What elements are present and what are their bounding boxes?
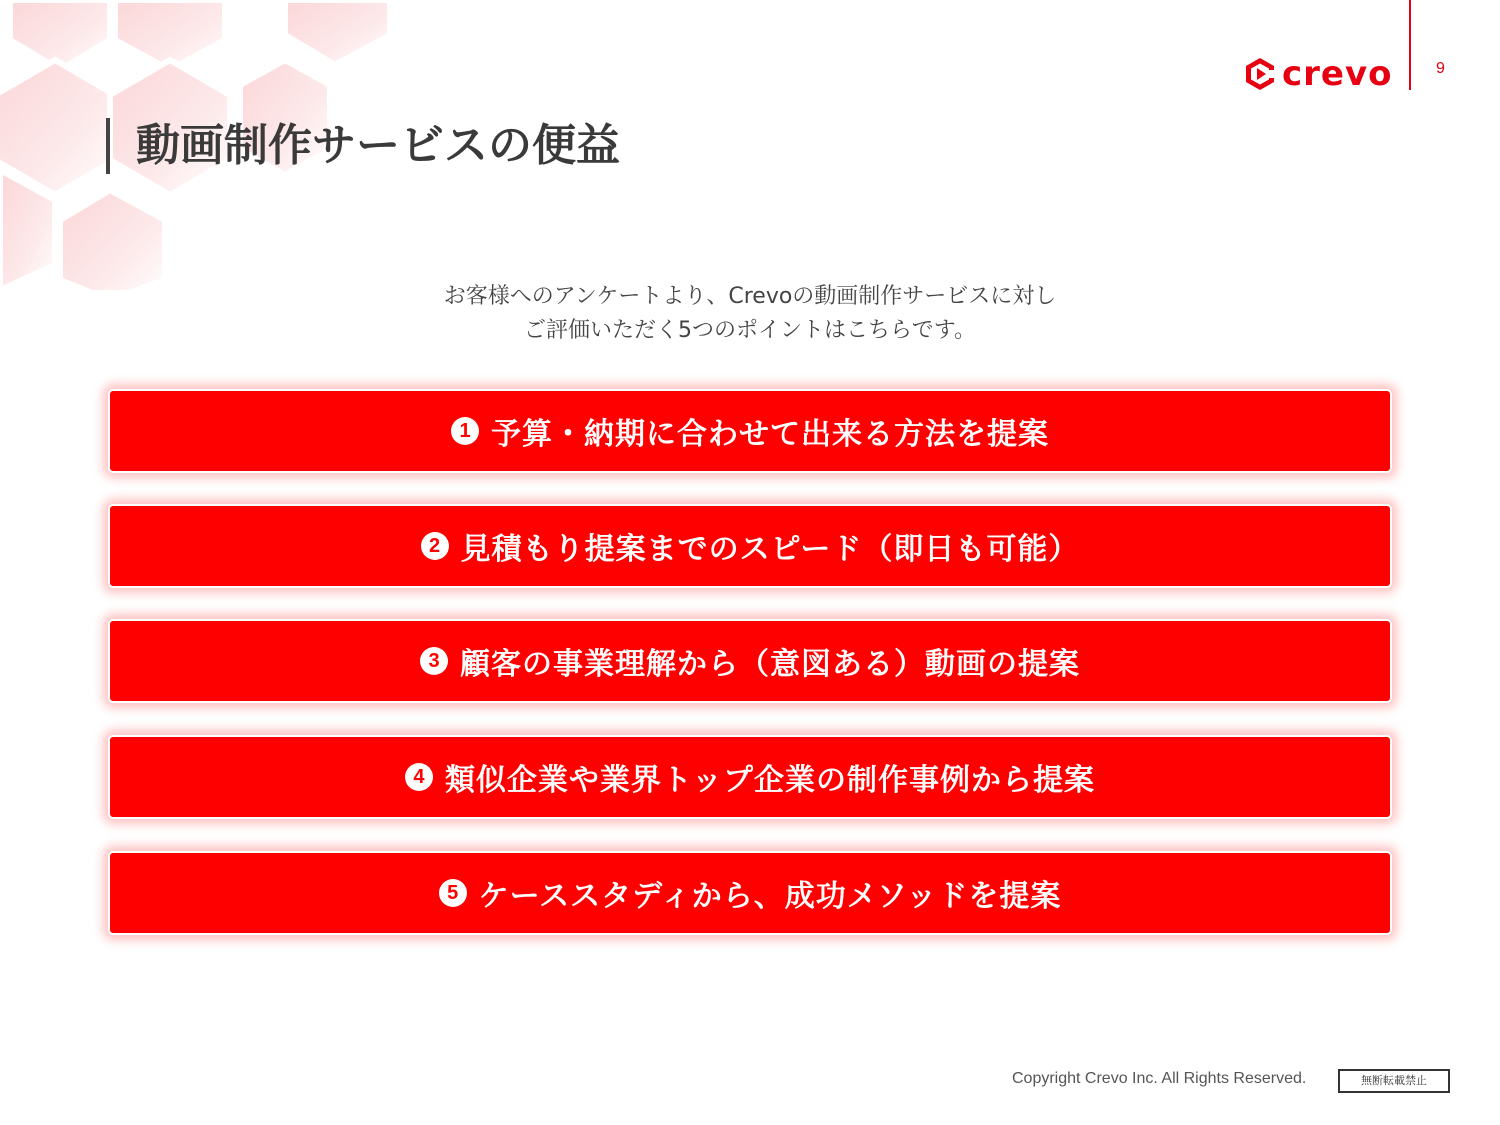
number-badge-icon: 5 [439, 879, 467, 907]
crevo-logo-mark-icon [1244, 56, 1276, 92]
point-text: 予算・納期に合わせて出来る方法を提案 [491, 417, 1049, 452]
page-number: 9 [1436, 60, 1445, 77]
number-badge-icon: 4 [405, 763, 433, 791]
logo-text: crevo [1282, 54, 1393, 94]
intro-text-line-1: お客様へのアンケートより、Crevoの動画制作サービスに対し [443, 284, 1057, 309]
point-item-4 [108, 735, 1392, 819]
page-title: 動画制作サービスの便益 [136, 120, 620, 171]
title-accent-bar [106, 118, 110, 174]
crevo-logo [1244, 52, 1393, 96]
number-badge-icon: 3 [420, 647, 448, 675]
number-badge-icon: 2 [421, 532, 449, 560]
header-divider [1409, 0, 1411, 90]
point-item-1 [108, 389, 1392, 473]
point-item-3 [108, 619, 1392, 703]
number-badge-icon: 1 [451, 417, 479, 445]
point-item-2 [108, 504, 1392, 588]
point-text: ケーススタディから、成功メソッドを提案 [478, 879, 1062, 914]
point-text: 見積もり提案までのスピード（即日も可能） [460, 532, 1080, 567]
intro-text-line-2: ご評価いただく5つのポイントはこちらです。 [523, 318, 977, 343]
copyright-text: Copyright Crevo Inc. All Rights Reserved. [1012, 1070, 1307, 1087]
point-text: 類似企業や業界トップ企業の制作事例から提案 [444, 763, 1096, 798]
point-item-5 [108, 851, 1392, 935]
point-text: 顧客の事業理解から（意図ある）動画の提案 [460, 647, 1080, 682]
no-reproduction-badge: 無断転載禁止 [1338, 1069, 1450, 1093]
